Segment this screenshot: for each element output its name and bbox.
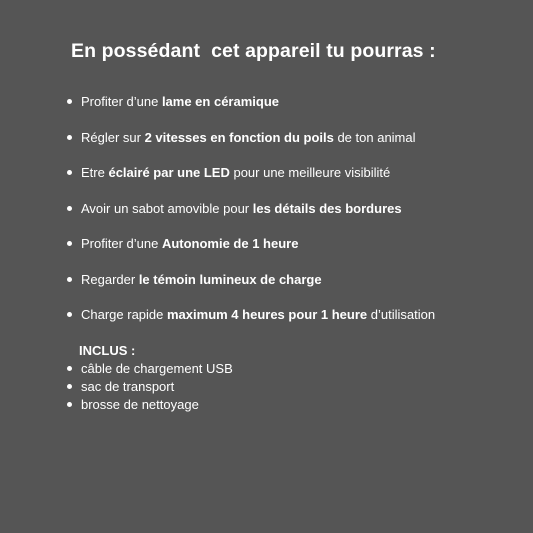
included-item: [66, 396, 233, 414]
bullet-dot-icon: [67, 170, 72, 175]
bullet-dot-icon: [67, 366, 72, 371]
included-item: [66, 378, 233, 396]
bullet-dot-icon: [67, 384, 72, 389]
feature-highlight: les détails des bordures: [252, 200, 402, 216]
feature-text: Charge rapide: [81, 307, 167, 322]
bullet-dot-icon: [67, 277, 72, 282]
feature-highlight: éclairé par une LED: [108, 165, 230, 180]
feature-highlight: le témoin lumineux de charge: [138, 271, 322, 287]
feature-text-end: de ton animal: [333, 129, 416, 145]
feature-highlight: maximum 4 heures pour 1 heure: [167, 307, 368, 322]
included-item-label: sac de transport: [81, 379, 175, 394]
bullet-dot-icon: [67, 312, 72, 317]
bullet-dot-icon: [67, 241, 72, 246]
included-item: [66, 360, 233, 378]
feature-item: [66, 128, 435, 164]
feature-text: Régler sur: [81, 129, 145, 145]
bullet-dot-icon: [67, 206, 72, 211]
feature-highlight: 2 vitesses en fonction du poils: [144, 129, 334, 145]
feature-item: [66, 92, 435, 128]
included-item-label: câble de chargement USB: [81, 361, 233, 376]
feature-text: Avoir un sabot amovible pour: [81, 200, 253, 216]
feature-item: [66, 234, 435, 270]
feature-text: Regarder: [81, 271, 139, 287]
feature-text-end: d’utilisation: [367, 307, 436, 322]
feature-text: Profiter d’une: [81, 94, 162, 109]
feature-text: Etre: [81, 165, 109, 180]
included-list: [66, 360, 233, 414]
feature-text: Profiter d’une: [81, 236, 162, 251]
bullet-dot-icon: [67, 99, 72, 104]
feature-item: [66, 270, 435, 306]
feature-highlight: Autonomie de 1 heure: [161, 236, 299, 251]
feature-item: [66, 305, 435, 341]
feature-list: [66, 92, 435, 341]
page-title: En possédant cet appareil tu pourras :: [71, 40, 436, 62]
feature-text-end: pour une meilleure visibilité: [229, 165, 391, 180]
feature-item: [66, 199, 435, 235]
feature-item: [66, 163, 435, 199]
feature-highlight: lame en céramique: [161, 94, 279, 109]
bullet-dot-icon: [67, 135, 72, 140]
included-heading: INCLUS :: [79, 343, 136, 358]
bullet-dot-icon: [67, 402, 72, 407]
included-item-label: brosse de nettoyage: [81, 397, 199, 412]
